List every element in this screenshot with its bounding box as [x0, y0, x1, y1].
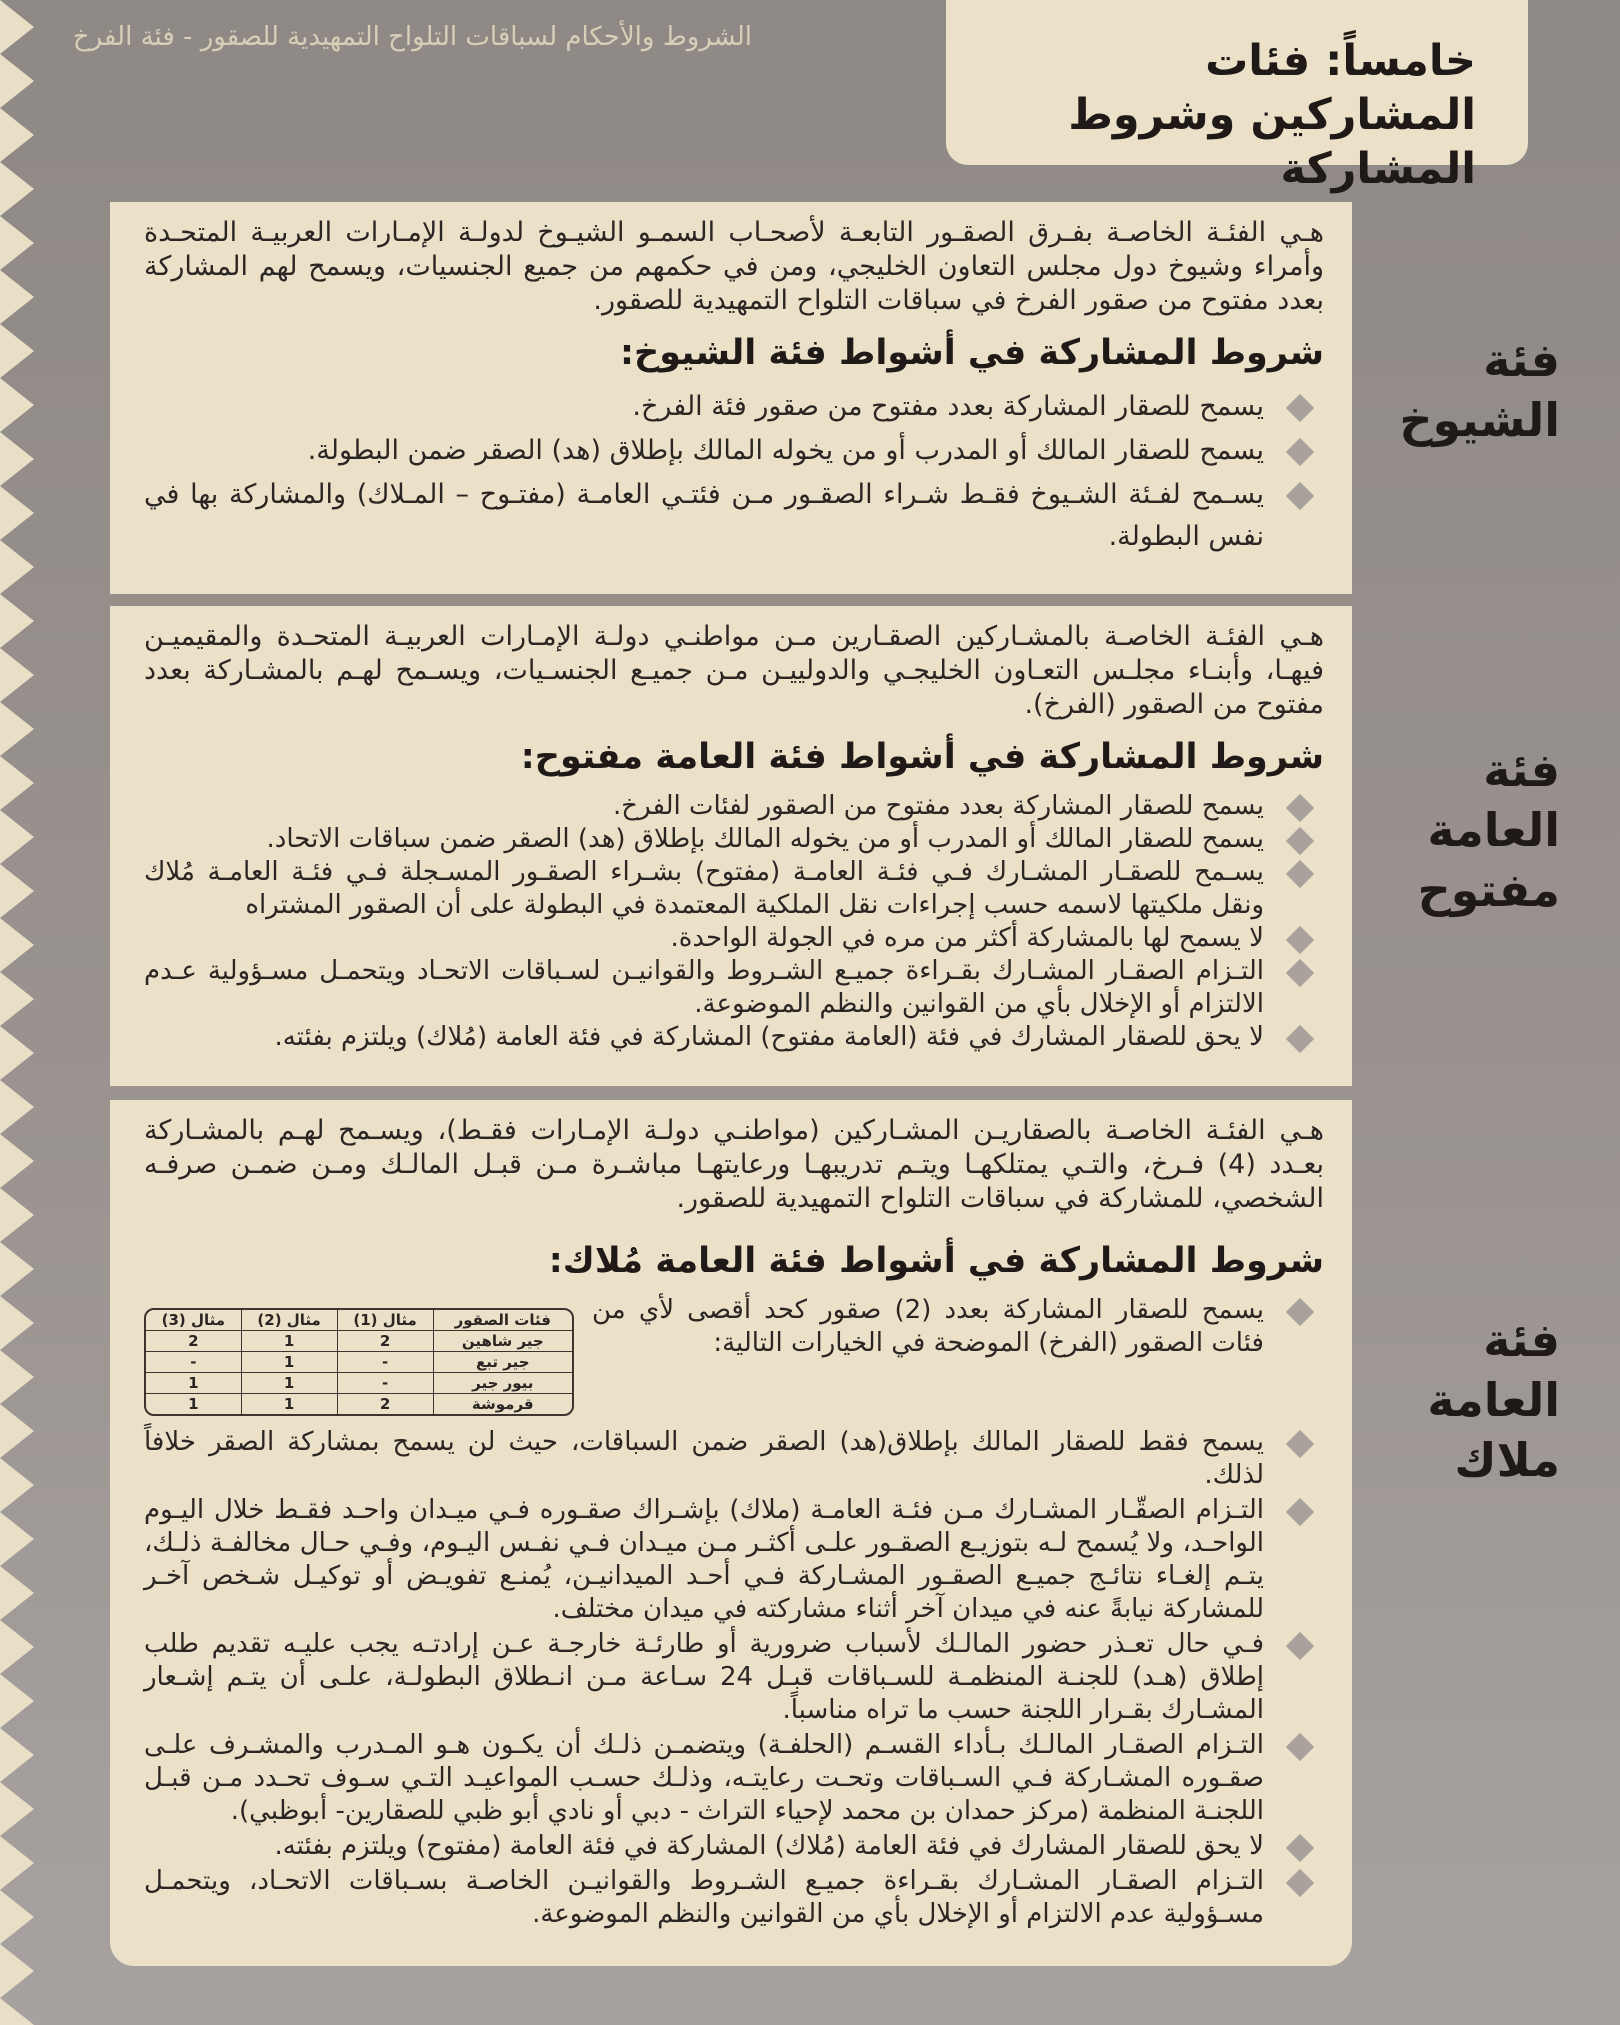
- panel-general-owners: [110, 1100, 1352, 1966]
- table-cell: 1: [241, 1373, 337, 1394]
- table-row: [146, 1394, 572, 1414]
- table-cell: -: [146, 1352, 241, 1373]
- table-rule-row: [144, 1294, 1324, 1416]
- list-item: التـزام الصقـار المالـك بـأداء القسـم (الحلفـة) ويتضمـن ذلـك أن يكـون هـو المـدرب والمشـرف علـى صقـوره المشـاركة فـي السـباقات وتحـت رعايتـه، وذلـك حسـب المواعيـد التـي سـوف تحـدد مـن قبـل اللجنـة المنظمة (مركز حمدان بن محمد لإحياء التراث - دبي أو نادي أبو ظبي للصقارين- أبوظبي).: [144, 1729, 1324, 1828]
- list-item: يسـمح للصقـار المشـارك فـي فئـة العامـة (مفتوح) بشـراء الصقـور المسـجلة فـي فئـة العامـة مُلاك ونقل ملكيتها لاسمه حسب إجراءات نقل الملكية المعتمدة في البطولة على أن الصقور المشتراه: [144, 856, 1324, 922]
- diamond-bullet-icon: [1286, 1869, 1314, 1897]
- list-item: يسمح فقط للصقار المالك بإطلاق(هد) الصقر ضمن السباقات، حيث لن يسمح بمشاركة الصقر خلافاً لذلك.: [144, 1426, 1324, 1492]
- table-cell: 1: [146, 1373, 241, 1394]
- diamond-bullet-icon: [1286, 1632, 1314, 1660]
- falcon-categories-table: [144, 1308, 574, 1416]
- list-item: لا يحق للصقار المشارك في فئة العامة (مُلاك) المشاركة في فئة العامة (مفتوح) ويلتزم بفئته.: [144, 1830, 1324, 1863]
- table-cell: 2: [337, 1331, 433, 1352]
- diamond-bullet-icon: [1286, 1733, 1314, 1761]
- diamond-bullet-icon: [1286, 926, 1314, 954]
- rules-list: [592, 1294, 1324, 1362]
- column-header: فئات الصقور: [433, 1310, 572, 1331]
- list-item: لا يحق للصقار المشارك في فئة (العامة مفتوح) المشاركة في فئة العامة (مُلاك) ويلتزم بفئته.: [144, 1021, 1324, 1054]
- column-header: مثال (3): [146, 1310, 241, 1331]
- table-cell: 2: [146, 1331, 241, 1352]
- table-header-row: [146, 1310, 572, 1331]
- rules-heading: شروط المشاركة في أشواط فئة الشيوخ:: [620, 333, 1324, 373]
- category-label-general-owners: فئة العامة ملاك: [1427, 1313, 1560, 1487]
- list-item: لا يسمح لها بالمشاركة أكثر من مره في الجولة الواحدة.: [144, 922, 1324, 955]
- diamond-bullet-icon: [1286, 1298, 1314, 1326]
- panel-general-open: [110, 606, 1352, 1086]
- rules-heading: شروط المشاركة في أشواط فئة العامة مفتوح:: [520, 737, 1324, 777]
- rules-heading: شروط المشاركة في أشواط فئة العامة مُلاك:: [548, 1241, 1324, 1281]
- rules-list: [144, 386, 1324, 558]
- section-heading: خامساً: فئات المشاركين وشروط المشاركة: [1068, 36, 1476, 194]
- list-item: يسمح للصقار المشاركة بعدد مفتوح من الصقور لفئات الفرخ.: [144, 790, 1324, 823]
- list-item: يسـمح لفـئة الشـيوخ فقـط شـراء الصقـور مـن فئتـي العامـة (مفتـوح – المـلاك) والمشاركة بها في نفس البطولة.: [144, 474, 1324, 558]
- table-cell: 1: [188, 1395, 199, 1413]
- rules-list: [144, 790, 1324, 1054]
- table-cell: جير تبع: [433, 1352, 572, 1373]
- table-cell: -: [337, 1373, 433, 1394]
- table-cell: قرموشة: [433, 1394, 572, 1414]
- category-label-general-open: فئة العامة مفتوح: [1417, 743, 1560, 917]
- intro-text: هـي الفئـة الخاصـة بالصقاريـن المشـاركين (مواطنـي دولـة الإمـارات فقـط)، ويسـمح لهـم بالمشـاركة بعـدد (4) فـرخ، والتـي يمتلكهـا ويتـم تدريبهـا ورعايتهـا مباشـرة مـن قبـل المالـك ومـن ضمـن صرفـه الشخصي، للمشاركة في سباقات التلواح التمهيدية للصقور.: [144, 1115, 1324, 1214]
- category-label-sheikhs: فئة الشيوخ: [1399, 333, 1560, 447]
- diamond-bullet-icon: [1286, 1834, 1314, 1862]
- section-header: [946, 0, 1528, 194]
- list-item: التـزام الصقّـار المشـارك مـن فئـة العامـة (ملاك) بإشـراك صقـوره فـي ميـدان واحـد فقـط خلال اليـوم الواحـد، ولا يُسمح لـه بتوزيـع الصقـور علـى أكثـر مـن ميـدان فـي نفـس اليـوم، وفـي حـال مخالفـة ذلـك، يتـم إلغـاء نتائـج جميـع الصقـور المشـاركة فـي أحـد الميدانيـن، يُمنـع تفويـض أو توكيـل شـخص آخـر للمشاركة نيابةً عنه في ميدان آخر أثناء مشاركته في ميدان مختلف.: [144, 1494, 1324, 1626]
- document-title: الشروط والأحكام لسباقات التلواح التمهيدية للصقور - فئة الفرخ: [72, 22, 752, 52]
- list-item: يسمح للصقار المشاركة بعدد مفتوح من صقور فئة الفرخ.: [144, 386, 1324, 428]
- list-item: يسمح للصقار المالك أو المدرب أو من يخوله المالك بإطلاق (هد) الصقر ضمن البطولة.: [144, 430, 1324, 472]
- diamond-bullet-icon: [1286, 827, 1314, 855]
- list-item: يسمح للصقار المشاركة بعدد (2) صقور كحد أقصى لأي من فئات الصقور (الفرخ) الموضحة في الخيارات التالية:: [592, 1294, 1324, 1360]
- diamond-bullet-icon: [1286, 394, 1314, 422]
- intro-text: هـي الفئـة الخاصـة بالمشـاركين الصقـارين مـن مواطنـي دولـة الإمـارات العربيـة المتحـدة والمقيميـن فيهـا، وأبنـاء مجلـس التعـاون الخليجـي والدولييـن مـن جميـع الجنسـيات، ويسـمح لهـم بالمشـاركة بعدد مفتوح من الصقور (الفرخ).: [144, 621, 1324, 720]
- diamond-bullet-icon: [1286, 959, 1314, 987]
- zigzag-border: [0, 0, 40, 2025]
- diamond-bullet-icon: [1286, 438, 1314, 466]
- list-item: يسمح للصقار المالك أو المدرب أو من يخوله المالك بإطلاق (هد) الصقر ضمن سباقات الاتحاد.: [144, 823, 1324, 856]
- list-item: التـزام الصقـار المشـارك بقـراءة جميـع الشـروط والقوانيـن الخاصـة بسـباقات الاتحـاد، ويتحمـل مسـؤولية عدم الالتزام أو الإخلال بأي من القوانين والنظم الموضوعة.: [144, 1865, 1324, 1931]
- table-cell: 1: [241, 1331, 337, 1352]
- rules-list: [144, 1426, 1324, 1931]
- table-cell: 1: [241, 1352, 337, 1373]
- list-item: التـزام الصقـار المشـارك بقـراءة جميـع الشـروط والقوانيـن لسـباقات الاتحـاد ويتحمـل مسـؤولية عـدم الالتزام أو الإخلال بأي من القوانين والنظم الموضوعة.: [144, 955, 1324, 1021]
- table-cell: -: [337, 1352, 433, 1373]
- table-cell: 2: [337, 1394, 433, 1414]
- diamond-bullet-icon: [1286, 482, 1314, 510]
- panel-sheikhs: [110, 202, 1352, 594]
- column-header: مثال (1): [337, 1310, 433, 1331]
- diamond-bullet-icon: [1286, 860, 1314, 888]
- table-row: [146, 1331, 572, 1352]
- table-cell: 1: [241, 1394, 337, 1414]
- diamond-bullet-icon: [1286, 1498, 1314, 1526]
- table-cell: بيور جير: [433, 1373, 572, 1394]
- diamond-bullet-icon: [1286, 794, 1314, 822]
- column-header: مثال (2): [241, 1310, 337, 1331]
- list-item: فـي حال تعـذر حضور المالـك لأسباب ضرورية أو طارئـة خارجـة عـن إرادتـه يجب عليـه تقديم طلب إطلاق (هـد) للجنـة المنظمـة للسـباقات قبـل 24 سـاعة مـن انـطلاق البطولـة، علـى أن يتـم إشـعار المشـارك بقـرار اللجنة حسب ما تراه مناسباً.: [144, 1628, 1324, 1727]
- table-row: [146, 1373, 572, 1394]
- diamond-bullet-icon: [1286, 1430, 1314, 1458]
- table-cell: جير شاهين: [433, 1331, 572, 1352]
- intro-text: هـي الفئـة الخاصـة بفـرق الصقـور التابعـة لأصحـاب السمـو الشيـوخ لدولـة الإمـارات العربيـة المتحـدة وأمراء وشيوخ دول مجلس التعاون الخليجي، ومن في حكمهم من جميع الجنسيات، ويسمح لهم المشاركة بعدد مفتوح من صقور الفرخ في سباقات التلواح التمهيدية للصقور.: [144, 217, 1324, 316]
- diamond-bullet-icon: [1286, 1025, 1314, 1053]
- table-row: [146, 1352, 572, 1373]
